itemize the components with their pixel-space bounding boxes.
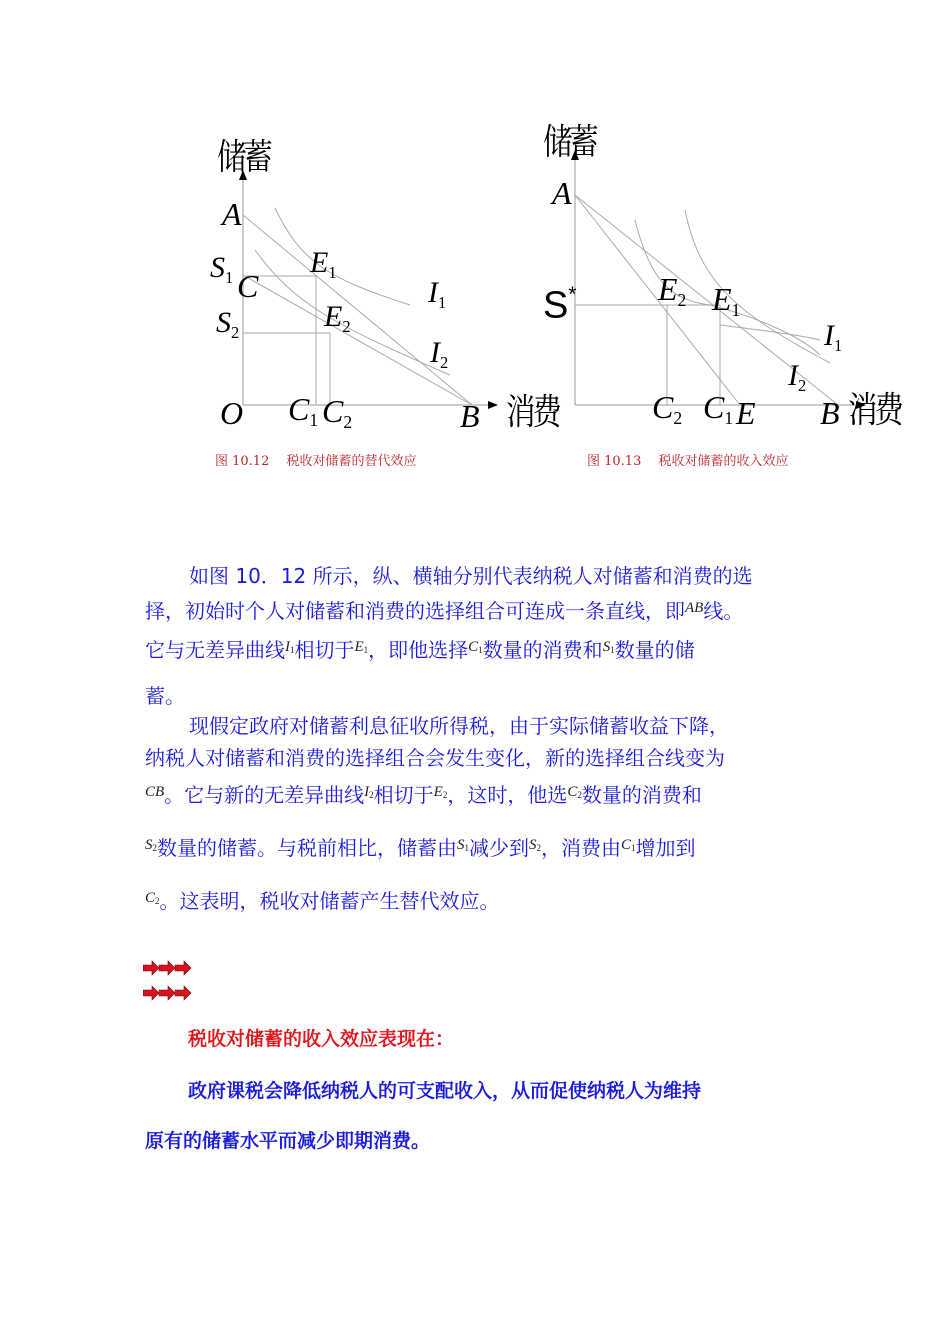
point-b: B [820, 395, 840, 431]
point-c1: $C_1$ [288, 391, 319, 431]
triple-arrow-icon[interactable] [143, 985, 193, 1005]
point-o: O [220, 395, 244, 431]
para1-line4: 蓄。 [145, 684, 185, 708]
point-c1: $C_1$ [703, 389, 734, 429]
point-b: B [460, 398, 480, 434]
point-e: E [736, 395, 756, 431]
curve-i1: $I_1$ [428, 276, 447, 312]
para1-line2: 择，初始时个人对储蓄和消费的选择组合可连成一条直线，即$^{AB}$线。 [145, 599, 744, 623]
y-axis-label: 储蓄 [543, 122, 596, 163]
point-a: A [552, 175, 572, 211]
income-effect-line2: 原有的储蓄水平而减少即期消费。 [145, 1130, 431, 1152]
triple-arrow-icon[interactable] [143, 960, 193, 980]
point-s1: $S_1$ [210, 251, 234, 287]
point-e2: $E_2$ [658, 271, 687, 311]
income-effect-line1: 政府课税会降低纳税人的可支配收入，从而促使纳税人为维持 [188, 1080, 702, 1102]
para1-line1: 如图 10．12 所示，纵、横轴分别代表纳税人对储蓄和消费的选 [189, 564, 753, 588]
para2-line4: $^{S_2}$数量的储蓄。与税前相比，储蓄由$^{S_1}$减少到$^{S_2}$，消费由$^{C_1}$增加到 [145, 836, 696, 860]
curve-i2: $I_2$ [788, 359, 807, 395]
triple-arrow-icon-svg [143, 985, 193, 1001]
income-effect-heading: 税收对储蓄的收入效应表现在： [188, 1028, 455, 1050]
point-e1: $E_1$ [310, 246, 337, 282]
curve-i2: $I_2$ [430, 336, 449, 372]
y-axis-label: 储蓄 [217, 137, 270, 178]
para2-line3: $^{CB}$。它与新的无差异曲线$^{I_2}$相切于$^{E_2}$，这时，他选$^{C_2}$数量的消费和 [145, 783, 702, 807]
point-c2: $C_2$ [652, 389, 683, 429]
para2-line1: 现假定政府对储蓄利息征收所得税，由于实际储蓄收益下降， [189, 714, 729, 738]
point-e2: $E_2$ [324, 300, 351, 336]
paragraph-substitution-intro [145, 560, 815, 712]
figure2-caption: 图 10.13 税收对储蓄的收入效应 [587, 454, 789, 469]
figure-income-effect [540, 115, 920, 469]
point-e1: $E_1$ [712, 281, 741, 321]
figure-substitution-effect [200, 130, 559, 469]
para2-line2: 纳税人对储蓄和消费的选择组合会发生变化，新的选择组合线变为 [145, 746, 725, 770]
point-a: A [222, 196, 242, 232]
point-s2: $S_2$ [216, 306, 240, 342]
x-axis-label: 消费 [848, 390, 901, 431]
para2-line5: $^{C_2}$。这表明，税收对储蓄产生替代效应。 [145, 889, 500, 913]
para1-line3: 它与无差异曲线$^{I_1}$相切于$^{E_1}$，即他选择$^{C_1}$数量的消费和$^{S_1}$数量的储 [145, 638, 695, 662]
figure1-caption: 图 10.12 税收对储蓄的替代效应 [215, 454, 417, 469]
x-axis-label: 消费 [506, 392, 559, 433]
point-s-star: S* [543, 283, 577, 327]
point-c: C [237, 268, 259, 304]
point-c2: $C_2$ [322, 393, 353, 433]
curve-i1: $I_1$ [824, 319, 843, 355]
triple-arrow-icon-svg [143, 960, 193, 976]
paragraph-substitution-effect [145, 710, 815, 917]
